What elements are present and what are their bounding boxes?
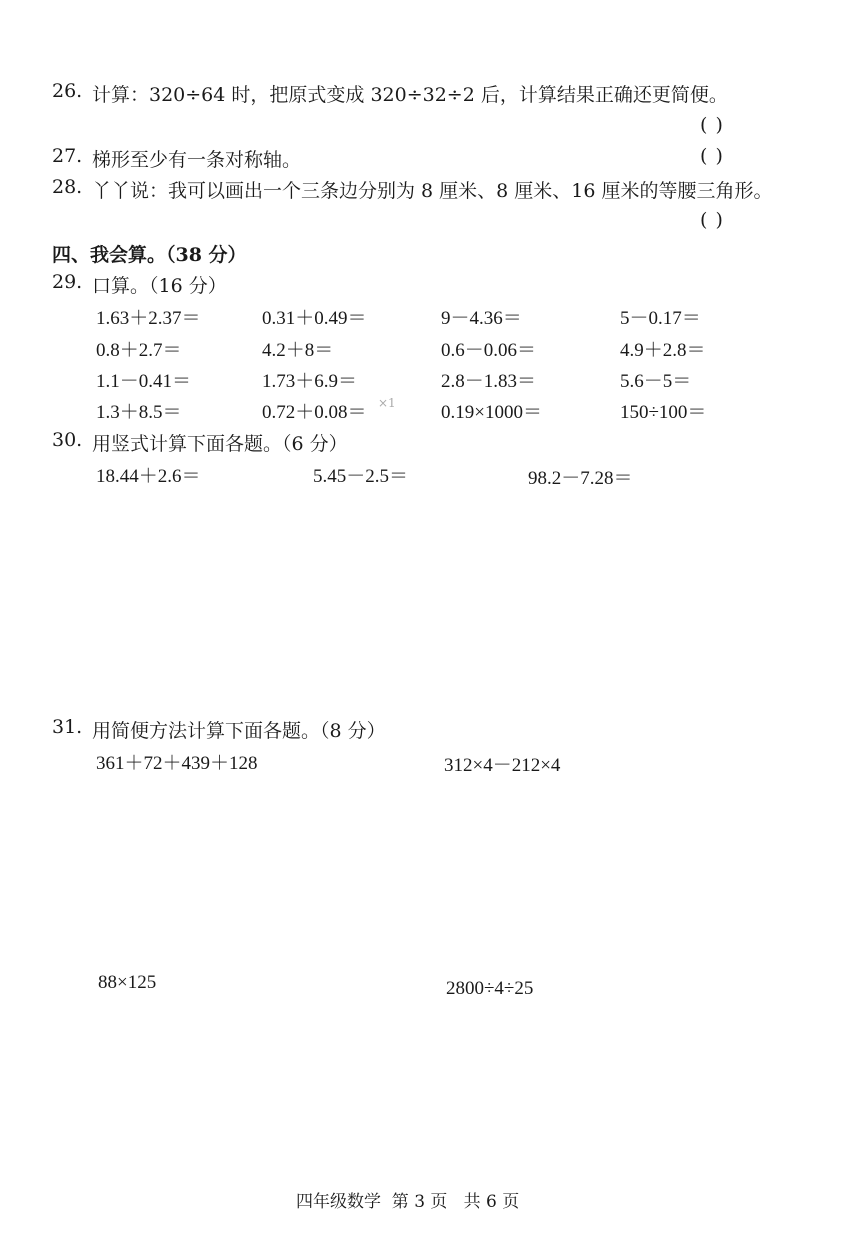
q26-text: 计算：320÷64 时，把原式变成 320÷32÷2 后，计算结果正确还更简便。 [92,84,728,106]
page-footer: 四年级数学 第 3 页 共 6 页 [296,1192,520,1212]
oral-calc-item: 1.3＋8.5＝ [96,402,182,423]
simplify-calc-item: 312×4－212×4 [444,755,561,776]
oral-calc-item: 0.8＋2.7＝ [96,340,182,361]
oral-calc-item: 1.63＋2.37＝ [96,308,201,329]
oral-calc-item: 0.31＋0.49＝ [262,308,367,329]
q29-number: 29. [52,271,83,293]
vertical-calc-item: 98.2－7.28＝ [528,468,633,489]
q27-text: 梯形至少有一条对称轴。 [92,149,302,171]
pencil-mark: ×1 [378,396,396,410]
oral-calc-item: 5－0.17＝ [620,308,701,329]
oral-calc-item: 0.6－0.06＝ [441,340,537,361]
oral-calc-item: 1.1－0.41＝ [96,371,192,392]
simplify-calc-item: 2800÷4÷25 [446,978,534,999]
q31-title: 用简便方法计算下面各题。（8 分） [92,720,386,742]
q26-number: 26. [52,80,83,102]
oral-calc-item: 2.8－1.83＝ [441,371,537,392]
simplify-calc-item: 361＋72＋439＋128 [96,753,258,774]
q28-text: 丫丫说：我可以画出一个三条边分别为 8 厘米、8 厘米、16 厘米的等腰三角形。 [92,180,773,202]
oral-calc-item: 1.73＋6.9＝ [262,371,358,392]
q27-number: 27. [52,145,83,167]
work-area-q30[interactable] [52,495,812,695]
oral-calc-item: 4.9＋2.8＝ [620,340,706,361]
work-area-q31-bottom[interactable] [52,1010,812,1160]
q30-title: 用竖式计算下面各题。（6 分） [92,433,348,455]
oral-calc-item: 150÷100＝ [620,402,707,423]
q28-number: 28. [52,176,83,198]
q27-answer-paren[interactable]: ( ) [700,145,724,167]
q28-answer-paren[interactable]: ( ) [700,209,724,231]
oral-calc-item: 4.2＋8＝ [262,340,334,361]
q29-title: 口算。（16 分） [92,275,227,297]
work-area-q31-top[interactable] [52,782,812,962]
q30-number: 30. [52,429,83,451]
section-4-heading: 四、我会算。（38 分） [52,244,247,266]
oral-calc-item: 9－4.36＝ [441,308,522,329]
vertical-calc-item: 18.44＋2.6＝ [96,466,201,487]
oral-calc-item: 0.72＋0.08＝ [262,402,367,423]
oral-calc-item: 0.19×1000＝ [441,402,542,423]
q31-number: 31. [52,716,83,738]
simplify-calc-item: 88×125 [98,972,157,993]
q26-answer-paren[interactable]: ( ) [700,114,724,136]
oral-calc-item: 5.6－5＝ [620,371,692,392]
vertical-calc-item: 5.45－2.5＝ [313,466,409,487]
